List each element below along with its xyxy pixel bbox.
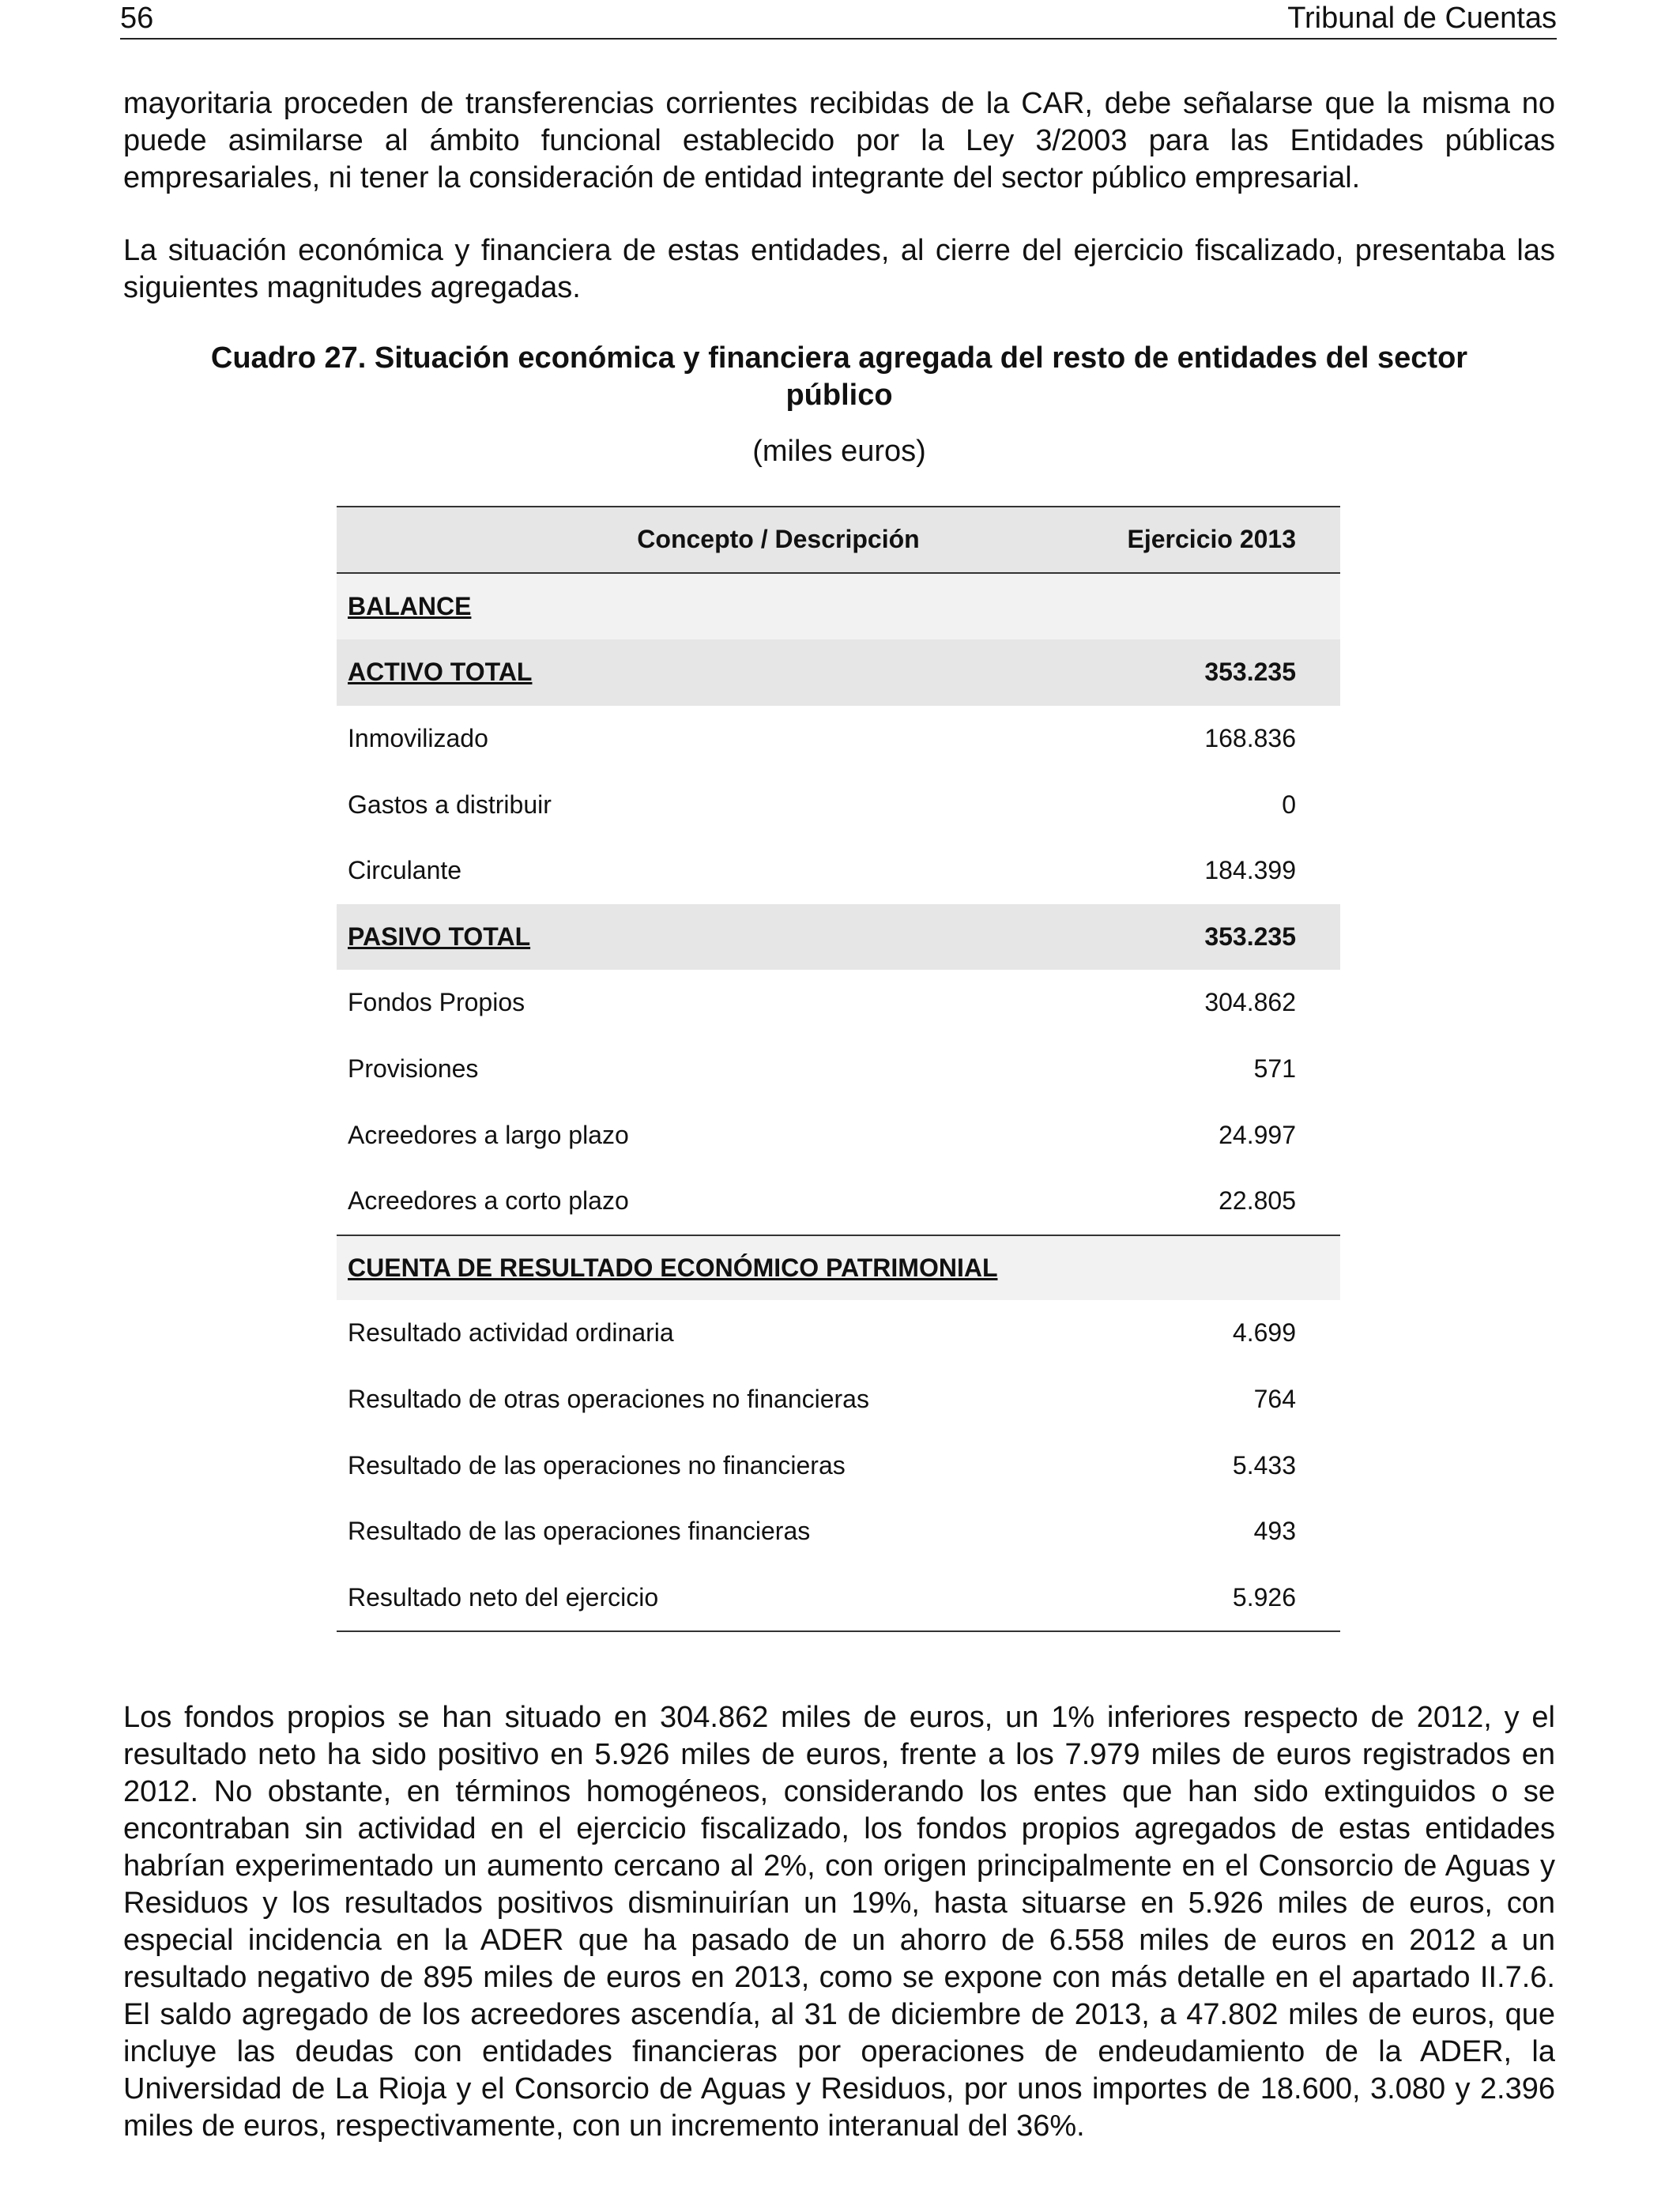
table-row <box>337 970 1340 1036</box>
row-value: 764 <box>1253 1385 1296 1414</box>
column-header-year: Ejercicio 2013 <box>1127 525 1296 554</box>
row-label: Fondos Propios <box>348 988 525 1017</box>
row-label: PASIVO TOTAL <box>348 922 531 951</box>
column-header-concept: Concepto / Descripción <box>637 525 920 554</box>
row-value: 184.399 <box>1204 856 1296 885</box>
row-label: BALANCE <box>348 591 472 620</box>
row-value: 5.433 <box>1232 1450 1296 1480</box>
table-title-line2: público <box>785 379 893 412</box>
page-number: 56 <box>120 2 154 35</box>
row-value: 0 <box>1282 790 1296 819</box>
institution-name: Tribunal de Cuentas <box>1287 2 1557 35</box>
row-label: Gastos a distribuir <box>348 790 552 819</box>
table-section-resultado <box>337 1235 1340 1301</box>
row-value: 353.235 <box>1204 658 1296 687</box>
table-row <box>337 706 1340 772</box>
row-label: Resultado de otras operaciones no financieras <box>348 1385 869 1414</box>
table-row <box>337 1036 1340 1103</box>
table-title-line1: Cuadro 27. Situación económica y financiera agregada del resto de entidades del sector <box>210 341 1468 375</box>
row-value: 304.862 <box>1204 988 1296 1017</box>
row-label: Circulante <box>348 856 462 885</box>
row-label: Resultado de las operaciones no financieras <box>348 1450 846 1480</box>
row-value: 168.836 <box>1204 724 1296 753</box>
paragraph-analysis: Los fondos propios se han situado en 304.862 miles de euros, un 1% inferiores respecto de 2012, y el resultado neto ha sido positivo en 5.926 miles de euros, frente a los 7.979 miles de euros registrados en 2012. No obstante, en términos homogéneos, considerando los entes que han sido extinguidos o se encontraban sin actividad en el ejercicio fiscalizado, los fondos propios agregados de estas entidades habrían experimentado un aumento cercano al 2%, con origen principalmente en el Consorcio de Aguas y Residuos y los resultados positivos disminuirían un 19%, hasta situarse en 5.926 miles de euros, con especial incidencia en la ADER que ha pasado de un ahorro de 6.558 miles de euros en 2012 a un resultado negativo de 895 miles de euros en 2013, como se expone con más detalle en el apartado II.7.6. El saldo agregado de los acreedores ascendía, al 31 de diciembre de 2013, a 47.802 miles de euros, que incluye las deudas con entidades financieras por operaciones de endeudamiento de la ADER, la Universidad de La Rioja y el Consorcio de Aguas y Residuos, por unos importes de 18.600, 3.080 y 2.396 miles de euros, respectivamente, con un incremento interanual del 36%. <box>123 1701 1555 2143</box>
financial-table <box>337 506 1340 1632</box>
row-value: 5.926 <box>1232 1582 1296 1612</box>
table-units: (miles euros) <box>752 435 926 468</box>
row-label: CUENTA DE RESULTADO ECONÓMICO PATRIMONIAL <box>348 1253 998 1282</box>
row-label: Resultado actividad ordinaria <box>348 1318 674 1348</box>
paragraph-intro: mayoritaria proceden de transferencias corrientes recibidas de la CAR, debe señalarse que la misma no puede asimilarse al ámbito funcional establecido por la Ley 3/2003 para las Entidades públicas empresariales, ni tener la consideración de entidad integrante del sector público empresarial. <box>123 87 1555 194</box>
table-row <box>337 1367 1340 1433</box>
table-row-pasivo-total <box>337 904 1340 971</box>
table-row <box>337 1102 1340 1168</box>
table-title <box>123 340 1555 414</box>
table-row <box>337 1565 1340 1631</box>
table-row <box>337 1168 1340 1235</box>
row-label: Provisiones <box>348 1054 479 1084</box>
row-value: 4.699 <box>1232 1318 1296 1348</box>
row-value: 24.997 <box>1219 1120 1296 1149</box>
page-header <box>120 0 1557 40</box>
table-row <box>337 771 1340 838</box>
row-label: Inmovilizado <box>348 724 488 753</box>
row-label: Acreedores a largo plazo <box>348 1120 629 1149</box>
row-value: 22.805 <box>1219 1186 1296 1216</box>
row-value: 493 <box>1253 1517 1296 1546</box>
row-value: 571 <box>1253 1054 1296 1084</box>
table-row <box>337 838 1340 904</box>
row-label: ACTIVO TOTAL <box>348 658 533 687</box>
table-section-balance <box>337 574 1340 640</box>
paragraph-situation: La situación económica y financiera de estas entidades, al cierre del ejercicio fiscalizado, presentaba las siguientes magnitudes agregadas. <box>123 234 1555 304</box>
table-row-activo-total <box>337 639 1340 706</box>
row-value: 353.235 <box>1204 922 1296 951</box>
table-row <box>337 1432 1340 1498</box>
table-row <box>337 1300 1340 1367</box>
row-label: Resultado de las operaciones financieras <box>348 1517 811 1546</box>
table-row <box>337 1498 1340 1565</box>
row-label: Resultado neto del ejercicio <box>348 1582 659 1612</box>
table-header-row <box>337 507 1340 574</box>
row-label: Acreedores a corto plazo <box>348 1186 629 1216</box>
